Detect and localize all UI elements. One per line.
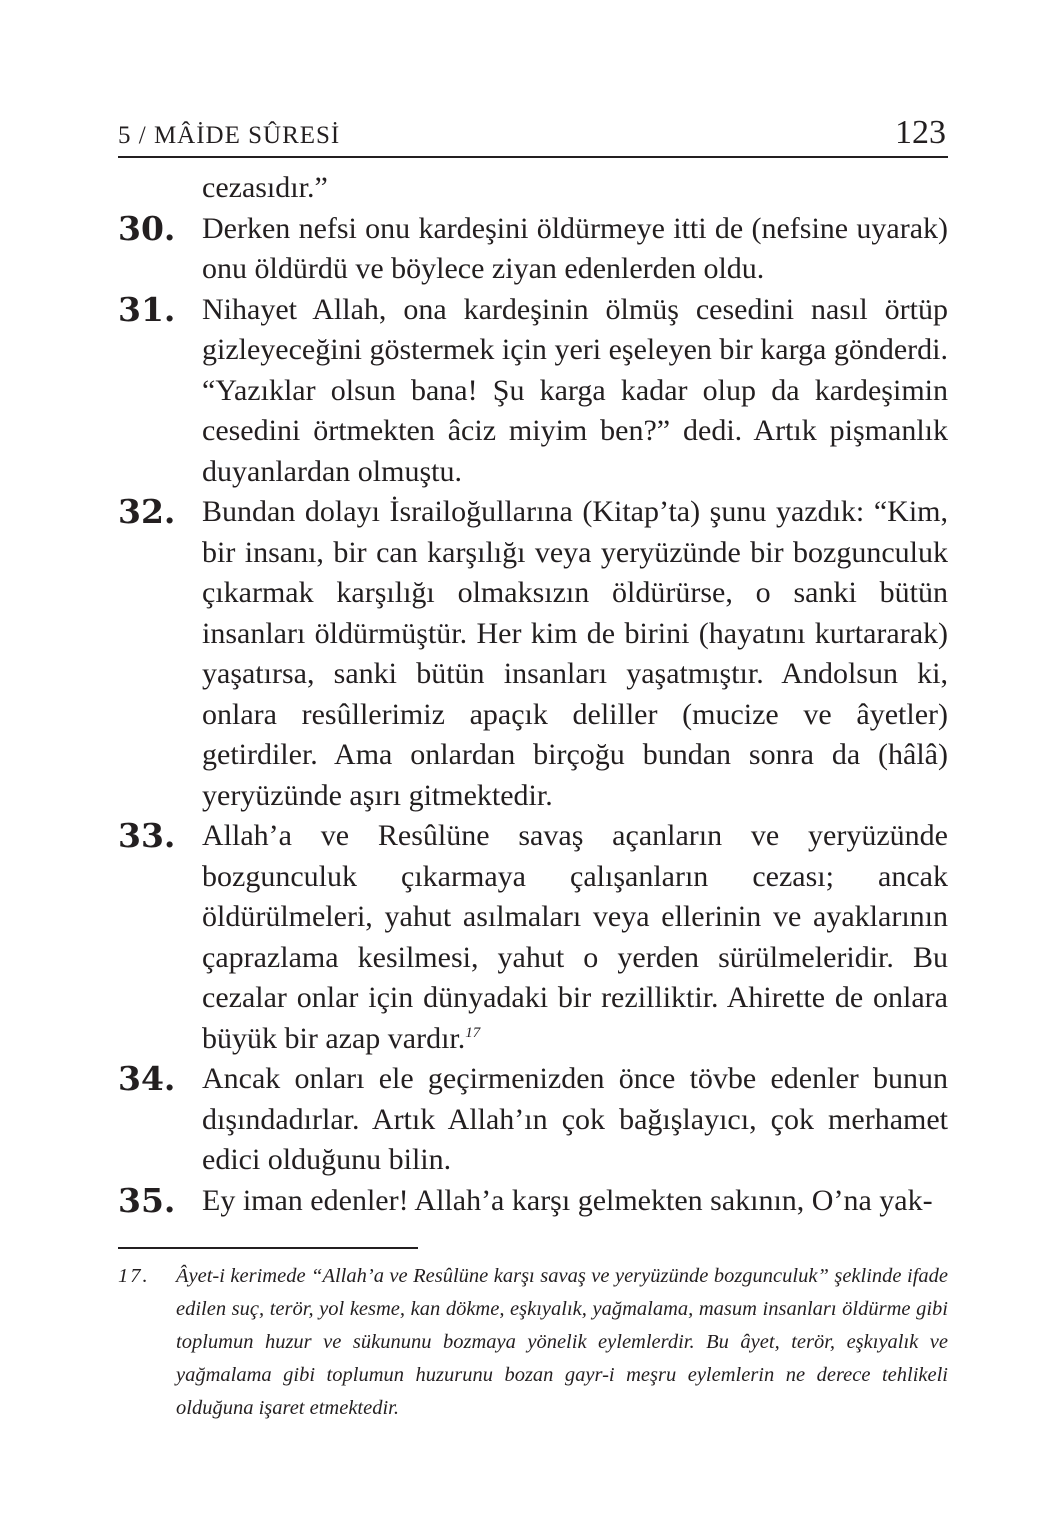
verse-32 [118, 492, 948, 816]
verse-text: Nihayet Allah, ona kardeşinin ölmüş cesedini nasıl örtüp gizleyeceğini göstermek için yeri eşeleyen bir karga gönderdi. “Yazıklar olsun bana! Şu karga kadar olup da kardeşimin cesedini örtmekten âciz miyim ben?” dedi. Artık pişmanlık duyanlardan olmuştu. [202, 292, 948, 488]
verse-text: Ey iman edenler! Allah’a karşı gelmekten sakının, O’na yak- [202, 1183, 933, 1217]
verse-number: 31. [118, 289, 176, 329]
verse-text: Allah’a ve Resûlüne savaş açanların ve yeryüzünde bozgunculuk çıkarmaya çalışanların cezası; ancak öldürülmeleri, yahut asılmaları veya ellerinin ve ayaklarının çaprazlama kesilmesi, yahut o yerden sürülmeleridir. Bu cezalar onlar için dünyadaki bir rezilliktir. Ahirette de onlara büyük bir azap vardır. [202, 819, 948, 1055]
running-title: 5 / MÂİDE SÛRESİ [118, 122, 341, 149]
verse-34 [118, 1059, 948, 1181]
verse-text: Ancak onları ele geçirmenizden önce tövbe edenler bunun dışındadırlar. Artık Allah’ın çok bağışlayıcı, çok merhamet edici olduğunu bilin. [202, 1062, 948, 1176]
verse-text: Bundan dolayı İsrailoğullarına (Kitap’ta) şunu yazdık: “Kim, bir insanı, bir can karşılığı veya yeryüzünde bir bozgunculuk çıkarmak karşılığı olmaksızın öldürürse, o sanki bütün insanları öldürmüştür. Her kim de birini (hayatını kurtararak) yaşatırsa, sanki bütün insanları yaşatmıştır. Andolsun ki, onlara resûllerimiz apaçık deliller (mucize ve âyetler) getirdiler. Ama onlardan birçoğu bundan sonra da (hâlâ) yeryüzünde aşırı gitmektedir. [202, 495, 948, 812]
footnote-17 [118, 1260, 948, 1425]
verse-33 [118, 816, 948, 1059]
page-number: 123 [895, 114, 946, 151]
verse-number: 32. [118, 492, 176, 531]
verse-body [118, 168, 948, 1221]
footnote-reference[interactable]: 17 [465, 1024, 481, 1041]
continuation-text: cezasıdır.” [202, 171, 328, 204]
running-header [118, 112, 948, 158]
verse-text-wrap [202, 816, 948, 1059]
verse-31 [118, 290, 948, 493]
verse-text: Derken nefsi onu kardeşini öldürmeye itti de (nefsine uyarak) onu öldürdü ve böylece ziyan edenlerden oldu. [202, 211, 948, 285]
footnote-text: Âyet-i kerimede “Allah’a ve Resûlüne karşı savaş ve yeryüzünde bozgunculuk” şeklinde ifade edilen suç, terör, yol kesme, kan dökme, eşkıyalık, yağmalama, masum insanları öldürme gibi toplumun huzur ve sükununu bozmaya yönelik eylemlerdir. Bu âyet, terör, eşkıyalık ve yağmalama gibi toplumun huzurunu bozan gayr-i meşru eylemlerin ne derece tehlikeli olduğuna işaret etmektedir. [176, 1265, 948, 1419]
verse-number: 30. [118, 208, 176, 248]
verse-number: 34. [118, 1059, 176, 1098]
verse-number: 35. [118, 1180, 176, 1220]
verse-30 [118, 209, 948, 290]
verse-35 [118, 1181, 948, 1222]
verse-number: 33. [118, 816, 176, 855]
footnote-separator [118, 1247, 418, 1249]
footnote-number: 17. [118, 1265, 150, 1287]
